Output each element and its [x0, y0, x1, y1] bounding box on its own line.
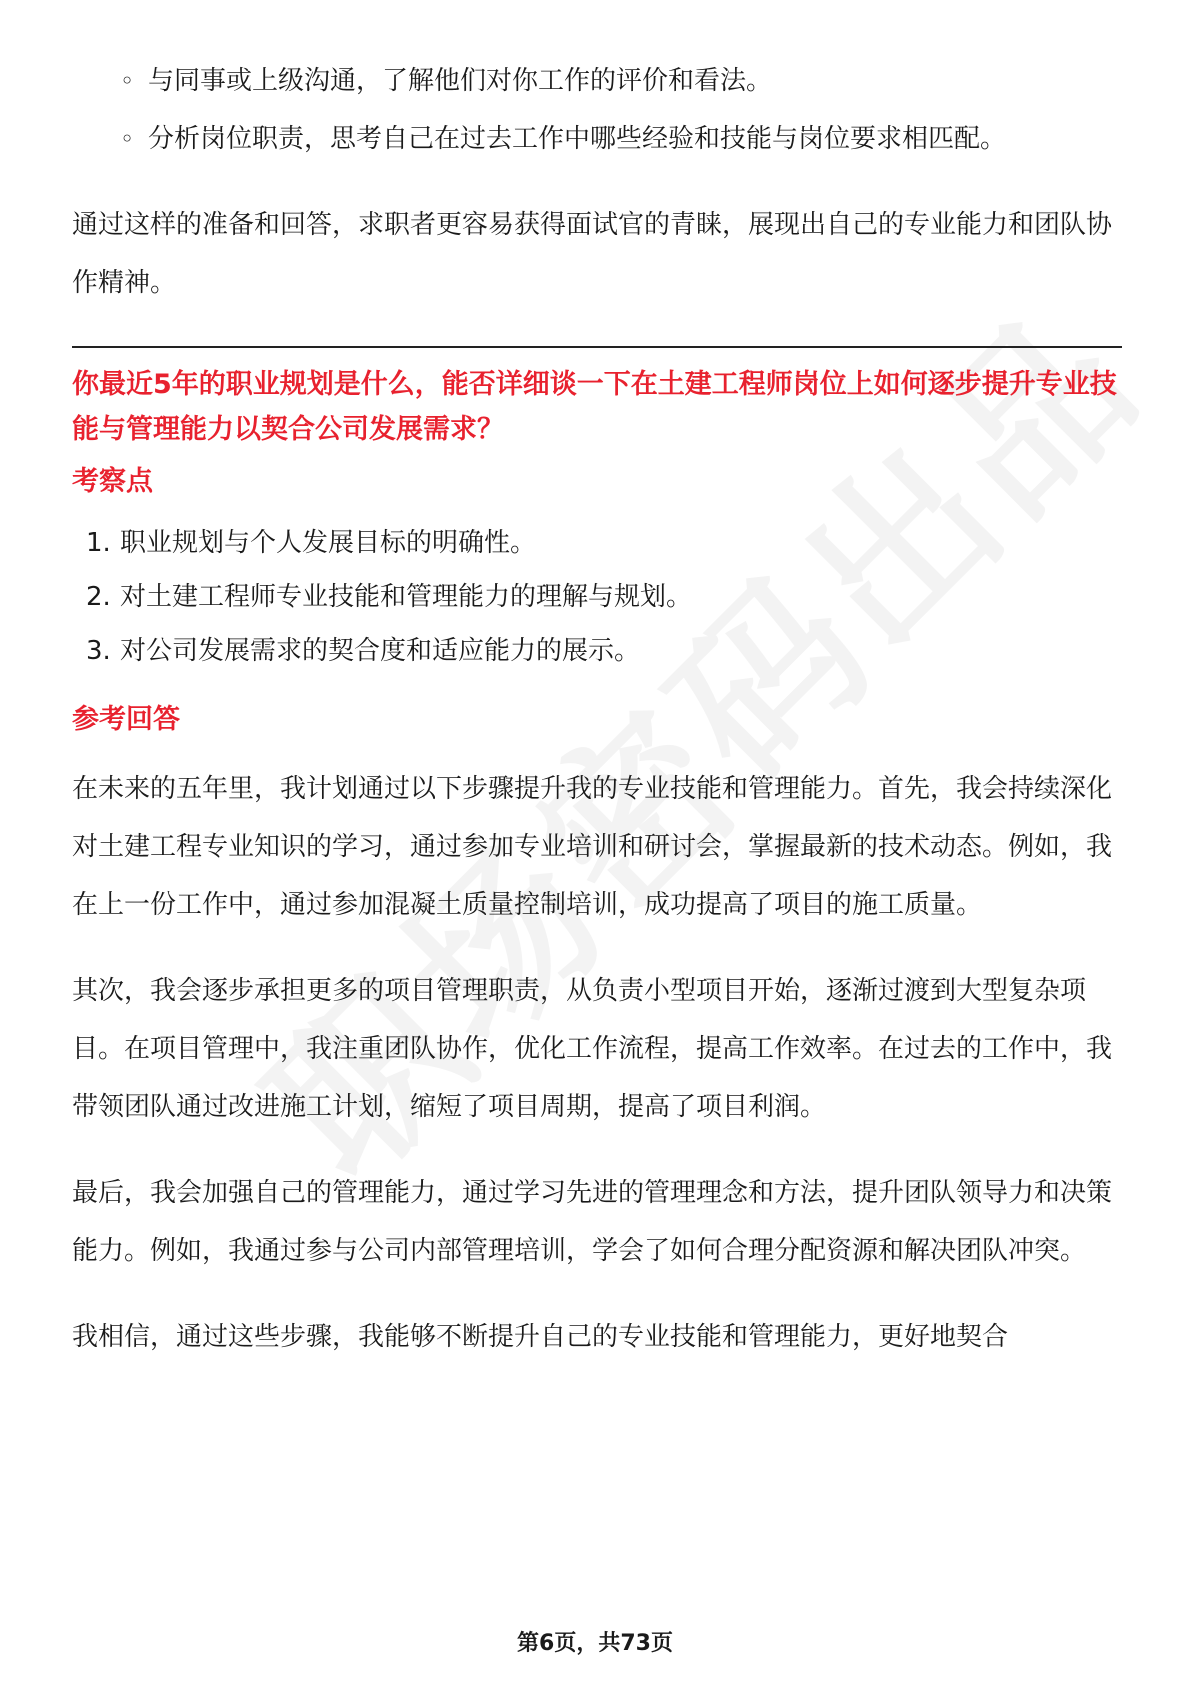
section-divider: [72, 346, 1122, 348]
focus-heading: 考察点: [72, 466, 153, 497]
answer-paragraph: 我相信，通过这些步骤，我能够不断提升自己的专业技能和管理能力，更好地契合: [72, 1322, 1009, 1352]
answer-heading: 参考回答: [72, 704, 180, 735]
answer-paragraph: 在未来的五年里，我计划通过以下步骤提升我的专业技能和管理能力。首先，我会持续深化对土建工程专业知识的学习，通过参加专业培训和研讨会，掌握最新的技术动态。例如，我在上一份工作中，通过参加混凝土质量控制培训，成功提高了项目的施工质量。: [72, 774, 1113, 920]
sub-bullet-list: [120, 52, 1122, 168]
list-item: 1. 职业规划与个人发展目标的明确性。: [86, 528, 537, 558]
hollow-bullet-icon: ◦: [120, 67, 135, 95]
list-item: 3. 对公司发展需求的契合度和适应能力的展示。: [86, 636, 641, 666]
list-item: 2. 对土建工程师专业技能和管理能力的理解与规划。: [86, 582, 693, 612]
page-footer: 第6页，共73页: [517, 1631, 673, 1656]
list-item: ◦ 分析岗位职责，思考自己在过去工作中哪些经验和技能与岗位要求相匹配。: [148, 110, 1122, 168]
answer-paragraph: 其次，我会逐步承担更多的项目管理职责，从负责小型项目开始，逐渐过渡到大型复杂项目。在项目管理中，我注重团队协作，优化工作流程，提高工作效率。在过去的工作中，我带领团队通过改进施工计划，缩短了项目周期，提高了项目利润。: [72, 976, 1113, 1122]
page-content: [72, 52, 1122, 1366]
focus-point-list: [72, 516, 1122, 678]
question-heading: 你最近5年的职业规划是什么，能否详细谈一下在土建工程师岗位上如何逐步提升专业技能与管理能力以契合公司发展需求？: [72, 369, 1117, 445]
list-item: ◦ 与同事或上级沟通，了解他们对你工作的评价和看法。: [148, 52, 1122, 110]
hollow-bullet-icon: ◦: [120, 125, 135, 153]
intro-paragraph: 通过这样的准备和回答，求职者更容易获得面试官的青睐，展现出自己的专业能力和团队协作精神。: [72, 210, 1113, 298]
answer-paragraph: 最后，我会加强自己的管理能力，通过学习先进的管理理念和方法，提升团队领导力和决策能力。例如，我通过参与公司内部管理培训，学会了如何合理分配资源和解决团队冲突。: [72, 1178, 1113, 1266]
